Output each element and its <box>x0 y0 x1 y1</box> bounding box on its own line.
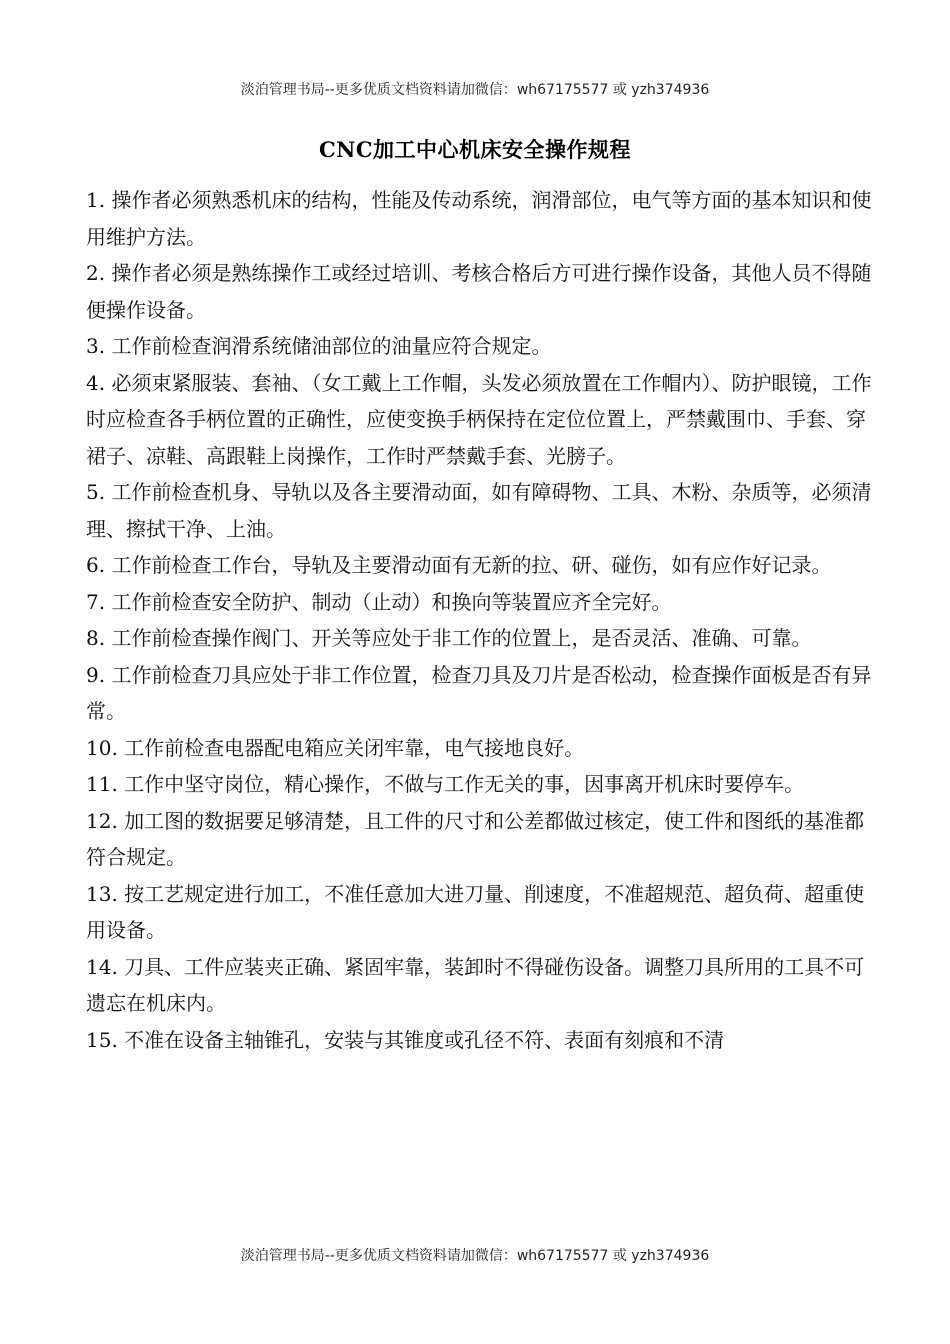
page-footer: 淡泊管理书局--更多优质文档资料请加微信：wh67175577 或 yzh374936 <box>240 1248 710 1264</box>
list-item: 13. 按工艺规定进行加工，不准任意加大进刀量、削速度，不准超规范、超负荷、超重使用设备。 <box>86 881 865 942</box>
list-item: 14. 刀具、工件应装夹正确、紧固牢靠，装卸时不得碰伤设备。调整刀具所用的工具不可遗忘在机床内。 <box>86 954 865 1015</box>
list-item: 5. 工作前检查机身、导轨以及各主要滑动面，如有障碍物、工具、木粉、杂质等，必须清理、擦拭干净、上油。 <box>86 480 872 541</box>
page-header: 淡泊管理书局--更多优质文档资料请加微信：wh67175577 或 yzh374936 <box>240 82 710 98</box>
list-item: 9. 工作前检查刀具应处于非工作位置，检查刀具及刀片是否松动，检查操作面板是否有异常。 <box>86 662 872 723</box>
list-item: 4. 必须束紧服装、套袖、（女工戴上工作帽，头发必须放置在工作帽内）、防护眼镜，工作时应检查各手柄位置的正确性，应使变换手柄保持在定位位置上，严禁戴围巾、手套、穿裙子、凉鞋、高跟鞋上岗操作，工作时严禁戴手套、光膀子。 <box>86 370 872 468</box>
list-item: 2. 操作者必须是熟练操作工或经过培训、考核合格后方可进行操作设备，其他人员不得随便操作设备。 <box>86 261 872 322</box>
list-item: 3. 工作前检查润滑系统储油部位的油量应符合规定。 <box>86 334 552 358</box>
list-item: 7. 工作前检查安全防护、制动（止动）和换向等装置应齐全完好。 <box>86 589 672 614</box>
list-item: 6. 工作前检查工作台，导轨及主要滑动面有无新的拉、研、碰伤，如有应作好记录。 <box>86 553 832 577</box>
list-item: 12. 加工图的数据要足够清楚，且工件的尺寸和公差都做过核定，使工件和图纸的基准都符合规定。 <box>86 808 865 869</box>
page-title: CNC加工中心机床安全操作规程 <box>318 137 632 162</box>
list-item: 10. 工作前检查电器配电箱应关闭牢靠，电气接地良好。 <box>86 735 585 760</box>
list-item: 8. 工作前检查操作阀门、开关等应处于非工作的位置上，是否灵活、准确、可靠。 <box>86 626 812 650</box>
list-item: 15. 不准在设备主轴锥孔，安装与其锥度或孔径不符、表面有刻痕和不清 <box>86 1027 725 1052</box>
list-item: 1. 操作者必须熟悉机床的结构，性能及传动系统，润滑部位，电气等方面的基本知识和使用维护方法。 <box>86 188 872 249</box>
document-body <box>86 182 876 1058</box>
list-item: 11. 工作中坚守岗位，精心操作，不做与工作无关的事，因事离开机床时要停车。 <box>86 772 805 796</box>
